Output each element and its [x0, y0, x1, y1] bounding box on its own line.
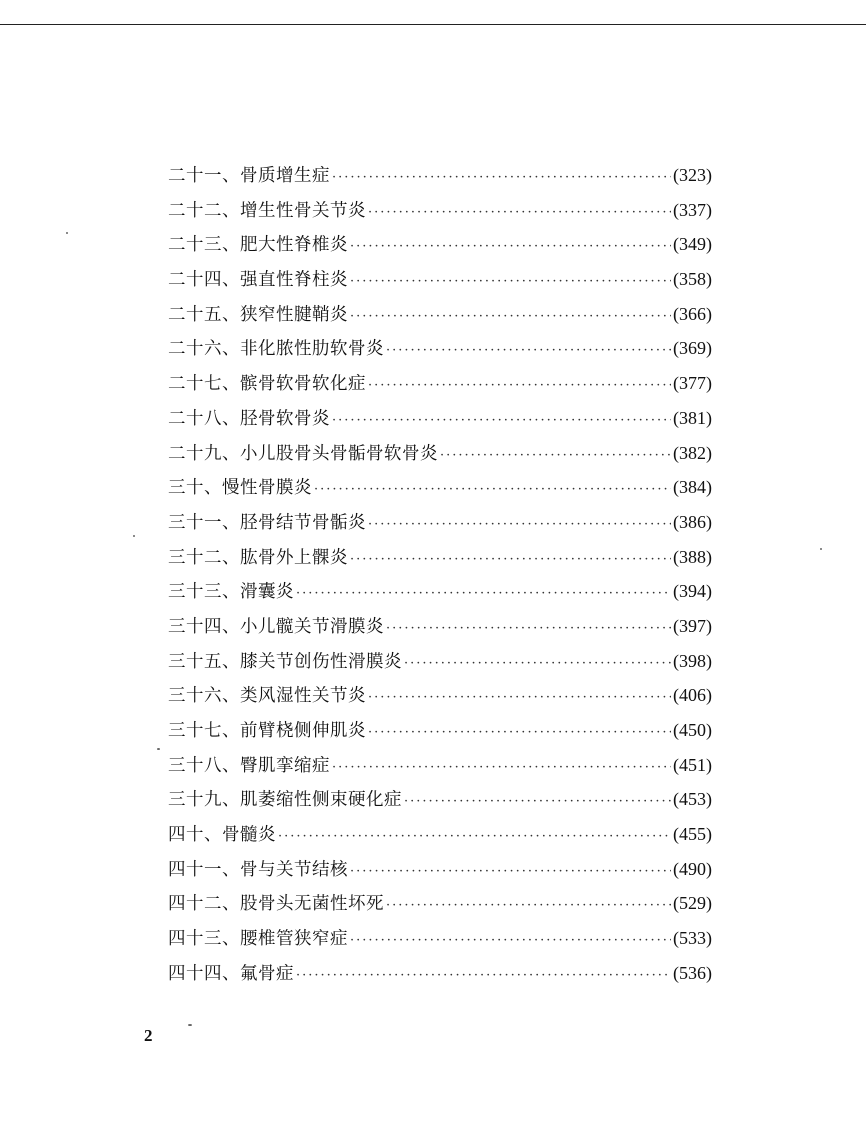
- toc-leader-dots: [350, 855, 671, 890]
- toc-entry: [168, 644, 712, 679]
- toc-entry-page: (366): [673, 303, 712, 324]
- toc-leader-dots: [332, 751, 671, 786]
- toc-entry-title: 四十一、骨与关节结核: [168, 859, 348, 880]
- toc-leader-dots: [332, 404, 671, 439]
- toc-entry-title: 三十一、胫骨结节骨骺炎: [168, 512, 366, 533]
- toc-entry: [168, 436, 712, 471]
- toc-entry-title: 二十四、强直性脊柱炎: [168, 270, 348, 291]
- toc-leader-dots: [404, 647, 671, 682]
- toc-leader-dots: [350, 300, 671, 335]
- toc-entry: [168, 817, 712, 852]
- toc-leader-dots: [368, 681, 671, 716]
- toc-entry: [168, 782, 712, 817]
- toc-entry-title: 三十五、膝关节创伤性滑膜炎: [168, 651, 402, 672]
- toc-entry-title: 三十九、肌萎缩性侧束硬化症: [168, 790, 402, 811]
- toc-entry-title: 三十二、肱骨外上髁炎: [168, 547, 348, 568]
- toc-entry: [168, 852, 712, 887]
- toc-leader-dots: [314, 473, 671, 508]
- toc-entry-title: 二十九、小儿股骨头骨骺骨软骨炎: [168, 443, 438, 464]
- toc-entry-page: (323): [673, 165, 712, 185]
- toc-entry: [168, 713, 712, 748]
- toc-entry: [168, 470, 712, 505]
- toc-leader-dots: [296, 959, 671, 994]
- toc-leader-dots: [368, 369, 671, 404]
- toc-entry: [168, 609, 712, 644]
- toc-entry: [168, 366, 712, 401]
- toc-entry-title: 二十八、胫骨软骨炎: [168, 408, 330, 429]
- toc-leader-dots: [386, 889, 671, 924]
- toc-entry-page: (386): [673, 511, 712, 532]
- toc-entry-page: (450): [673, 720, 712, 740]
- toc-leader-dots: [350, 230, 671, 265]
- toc-entry: [168, 574, 712, 609]
- toc-leader-dots: [350, 924, 671, 959]
- toc-entry: [168, 540, 712, 575]
- toc-entry-title: 二十五、狭窄性腱鞘炎: [168, 304, 348, 325]
- toc-entry-title: 四十、骨髓炎: [168, 825, 276, 846]
- toc-entry: [168, 956, 712, 991]
- toc-entry: [168, 262, 712, 297]
- toc-leader-dots: [386, 334, 671, 369]
- toc-entry-page: (337): [673, 199, 712, 220]
- toc-entry: [168, 297, 712, 332]
- toc-entry-title: 二十七、髌骨软骨软化症: [168, 374, 366, 395]
- toc-entry-page: (384): [673, 477, 712, 498]
- toc-entry-title: 三十八、臀肌挛缩症: [168, 755, 330, 776]
- toc-entry-title: 四十二、股骨头无菌性坏死: [168, 894, 384, 915]
- scan-speck: [188, 1024, 192, 1026]
- toc-entry-page: (490): [673, 858, 712, 879]
- toc-leader-dots: [386, 612, 671, 647]
- toc-leader-dots: [350, 543, 671, 578]
- toc-entry-title: 四十四、氟骨症: [168, 963, 294, 984]
- toc-entry: [168, 158, 712, 193]
- toc-entry-title: 四十三、腰椎管狭窄症: [168, 929, 348, 950]
- toc-entry-title: 二十一、骨质增生症: [168, 166, 330, 186]
- toc-entry-page: (382): [673, 442, 712, 463]
- toc-entry-page: (381): [673, 407, 712, 428]
- table-of-contents: [168, 158, 712, 991]
- toc-entry-page: (455): [673, 824, 712, 845]
- top-rule: [0, 24, 866, 25]
- toc-entry-page: (358): [673, 269, 712, 290]
- toc-leader-dots: [440, 439, 671, 474]
- toc-entry-page: (388): [673, 546, 712, 567]
- toc-entry-title: 二十六、非化脓性肋软骨炎: [168, 339, 384, 360]
- toc-entry-title: 三十六、类风湿性关节炎: [168, 686, 366, 707]
- toc-entry-page: (536): [673, 962, 712, 983]
- toc-leader-dots: [332, 161, 671, 196]
- scan-speck: [157, 748, 160, 750]
- toc-entry-title: 三十三、滑囊炎: [168, 582, 294, 603]
- toc-entry: [168, 331, 712, 366]
- scan-speck: [820, 548, 822, 550]
- toc-leader-dots: [368, 508, 671, 543]
- toc-entry-page: (349): [673, 234, 712, 255]
- toc-entry-title: 二十二、增生性骨关节炎: [168, 200, 366, 221]
- scan-speck: [66, 232, 68, 234]
- toc-entry-page: (453): [673, 789, 712, 810]
- scan-speck: [133, 535, 135, 537]
- toc-entry-title: 三十、慢性骨膜炎: [168, 478, 312, 499]
- toc-entry: [168, 678, 712, 713]
- toc-entry-title: 三十七、前臂桡侧伸肌炎: [168, 721, 366, 741]
- toc-entry: [168, 193, 712, 228]
- toc-leader-dots: [296, 577, 671, 612]
- toc-leader-dots: [368, 716, 671, 751]
- toc-leader-dots: [350, 265, 671, 300]
- toc-entry-page: (369): [673, 338, 712, 359]
- toc-entry-page: (451): [673, 754, 712, 775]
- toc-leader-dots: [404, 785, 671, 820]
- toc-entry-title: 三十四、小儿髋关节滑膜炎: [168, 616, 384, 637]
- page-number: 2: [144, 1026, 153, 1045]
- toc-entry-page: (398): [673, 650, 712, 671]
- toc-entry-title: 二十三、肥大性脊椎炎: [168, 235, 348, 256]
- toc-entry-page: (533): [673, 928, 712, 949]
- toc-entry-page: (394): [673, 581, 712, 602]
- toc-entry: [168, 921, 712, 956]
- toc-entry: [168, 505, 712, 540]
- toc-entry-page: (406): [673, 685, 712, 706]
- toc-entry: [168, 748, 712, 783]
- toc-entry-page: (377): [673, 373, 712, 394]
- toc-entry: [168, 401, 712, 436]
- toc-leader-dots: [368, 196, 671, 231]
- toc-entry: [168, 227, 712, 262]
- toc-entry-page: (529): [673, 893, 712, 914]
- toc-entry-page: (397): [673, 615, 712, 636]
- toc-leader-dots: [278, 820, 671, 855]
- toc-entry: [168, 886, 712, 921]
